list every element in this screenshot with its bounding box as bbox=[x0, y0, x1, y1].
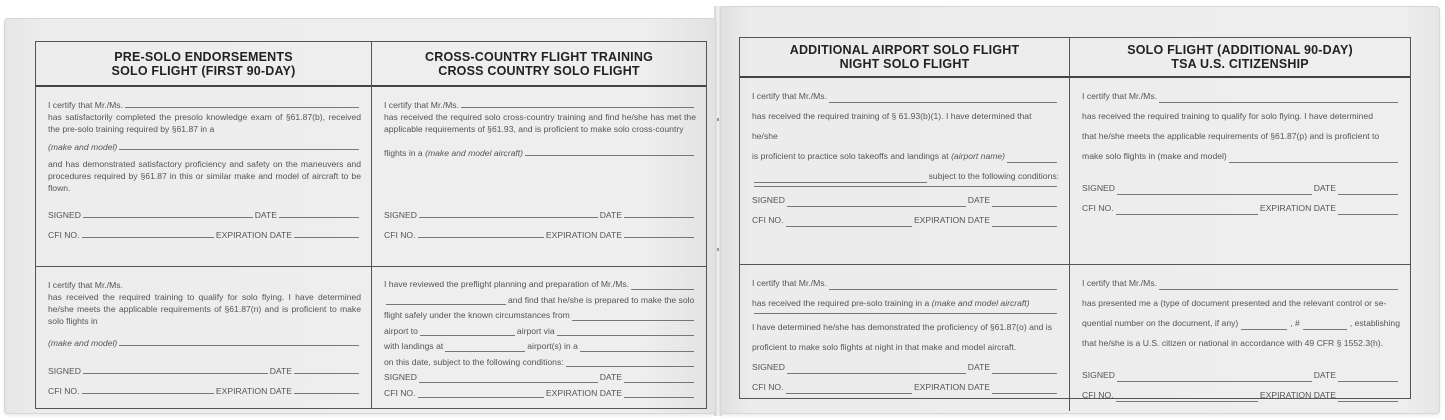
make-model-field[interactable] bbox=[1229, 162, 1398, 163]
date-label: DATE bbox=[967, 362, 991, 372]
expiration-date-label: EXPIRATION DATE bbox=[913, 215, 991, 225]
endorsement-text: has received the required training to qualify for solo flying. I have determined bbox=[1082, 111, 1373, 121]
signature-field[interactable] bbox=[419, 217, 598, 218]
signed-label: SIGNED bbox=[1082, 183, 1115, 193]
endorsement-text: and find that he/she is prepared to make the solo bbox=[508, 294, 695, 305]
make-model-label: (make and model) bbox=[48, 142, 118, 152]
cfi-no-label: CFI NO. bbox=[384, 387, 416, 398]
number-label: , # bbox=[1290, 318, 1300, 328]
student-name-field[interactable] bbox=[461, 107, 694, 108]
signature-field[interactable] bbox=[83, 373, 268, 374]
signature-field[interactable] bbox=[1117, 194, 1312, 195]
endorsement-text: has received the required training of § 61.93(b)(1). I have determined that he/she bbox=[752, 111, 1032, 141]
make-model-field[interactable] bbox=[754, 313, 1057, 314]
airports-in-label: airport(s) in a bbox=[527, 341, 578, 351]
endorsement-cross-country-training bbox=[371, 87, 706, 267]
endorsement-text: quential number on the document, if any) bbox=[1082, 318, 1239, 328]
section-subtitle: SOLO FLIGHT (FIRST 90-DAY) bbox=[111, 63, 296, 78]
student-name-field[interactable] bbox=[1159, 102, 1398, 103]
cfi-no-label: CFI NO. bbox=[752, 382, 784, 392]
expiration-date-label: EXPIRATION DATE bbox=[215, 386, 292, 396]
cfi-no-label: CFI NO. bbox=[48, 386, 80, 396]
endorsement-text: and has demonstrated satisfactory proficiency and safety on the maneuvers and procedures required by §61.87 in this or similar make and model of aircraft to be flown. bbox=[48, 159, 361, 193]
endorsement-text: that he/she meets the applicable requirements of §61.87(p) and is proficient to bbox=[1082, 131, 1380, 141]
endorsement-grid-right bbox=[739, 37, 1411, 399]
signature-field[interactable] bbox=[1117, 381, 1312, 382]
section-subtitle: CROSS COUNTRY SOLO FLIGHT bbox=[438, 63, 640, 78]
expiration-date-label: EXPIRATION DATE bbox=[545, 387, 622, 398]
make-model-label: (make and model) bbox=[48, 338, 118, 348]
endorsement-solo-first-90-day bbox=[36, 267, 371, 408]
endorsement-text: has presented me a (type of document presented and the relevant control or se- bbox=[1082, 298, 1387, 308]
expiration-date-field[interactable] bbox=[624, 397, 694, 398]
student-name-field-2[interactable] bbox=[386, 304, 506, 305]
expiration-date-label: EXPIRATION DATE bbox=[545, 230, 622, 240]
expiration-date-field[interactable] bbox=[294, 393, 359, 394]
make-model-label: (make and model aircraft) bbox=[425, 148, 524, 158]
landing-airports-field[interactable] bbox=[445, 351, 525, 352]
conditions-field[interactable] bbox=[754, 186, 1057, 187]
staple bbox=[717, 118, 719, 121]
date-field[interactable] bbox=[1338, 194, 1398, 195]
certify-label: I certify that Mr./Ms. bbox=[1082, 91, 1158, 101]
date-label: DATE bbox=[269, 366, 292, 376]
student-name-field[interactable] bbox=[125, 107, 359, 108]
endorsement-text: has satisfactorily completed the presolo knowledge exam of §61.87(b), received the pre-solo training required by §61.87 in a bbox=[48, 112, 361, 134]
expiration-date-label: EXPIRATION DATE bbox=[1259, 390, 1336, 400]
endorsement-night-solo bbox=[740, 265, 1069, 411]
section-header-additional-airport bbox=[740, 38, 1069, 78]
student-name-field[interactable] bbox=[631, 289, 694, 290]
student-name-field[interactable] bbox=[1159, 289, 1398, 290]
signed-label: SIGNED bbox=[384, 210, 417, 220]
certify-label: I certify that Mr./Ms. bbox=[48, 100, 123, 110]
signed-label: SIGNED bbox=[1082, 370, 1115, 380]
date-field[interactable] bbox=[992, 373, 1057, 374]
signed-label: SIGNED bbox=[48, 366, 81, 376]
date-label: DATE bbox=[1313, 370, 1336, 380]
make-model-field[interactable] bbox=[525, 155, 694, 156]
endorsement-text: I have determined he/she has demonstrated the proficiency of §61.87(o) and is bbox=[752, 322, 1053, 332]
document-number-field[interactable] bbox=[1303, 329, 1347, 330]
endorsement-pre-solo-knowledge bbox=[36, 87, 371, 267]
expiration-date-field[interactable] bbox=[624, 237, 694, 238]
signed-label: SIGNED bbox=[48, 210, 81, 220]
airport-name-field[interactable] bbox=[1007, 162, 1057, 163]
date-field[interactable] bbox=[1338, 381, 1398, 382]
date-label: DATE bbox=[599, 210, 622, 220]
date-label: DATE bbox=[1313, 183, 1336, 193]
route-field[interactable] bbox=[557, 335, 694, 336]
date-field[interactable] bbox=[279, 217, 359, 218]
date-label: DATE bbox=[599, 372, 622, 382]
endorsement-text: that he/she is a U.S. citizen or national in accordance with 49 CFR § 1552.3(h). bbox=[1082, 338, 1383, 348]
cfi-no-field[interactable] bbox=[418, 237, 544, 238]
student-name-field[interactable] bbox=[829, 102, 1057, 103]
destination-airport-field[interactable] bbox=[420, 335, 515, 336]
landings-at-label: with landings at bbox=[384, 341, 444, 351]
endorsement-solo-additional-90-day bbox=[1069, 78, 1410, 265]
section-subtitle: TSA U.S. CITIZENSHIP bbox=[1171, 57, 1309, 71]
cfi-no-label: CFI NO. bbox=[1082, 390, 1114, 400]
signed-label: SIGNED bbox=[384, 372, 417, 382]
section-subtitle: NIGHT SOLO FLIGHT bbox=[839, 57, 970, 71]
establishing-label: , establishing bbox=[1349, 318, 1400, 328]
date-field[interactable] bbox=[992, 206, 1057, 207]
section-header-pre-solo bbox=[36, 42, 371, 87]
section-title: SOLO FLIGHT (ADDITIONAL 90-DAY) bbox=[1127, 43, 1353, 57]
signature-field[interactable] bbox=[419, 382, 598, 383]
expiration-date-field[interactable] bbox=[992, 393, 1057, 394]
endorsement-cross-country-solo bbox=[371, 267, 706, 408]
section-header-cross-country bbox=[371, 42, 706, 87]
endorsement-text: is proficient to practice solo takeoffs and landings at bbox=[752, 151, 949, 161]
cfi-no-field[interactable] bbox=[418, 397, 544, 398]
endorsement-tsa-citizenship bbox=[1069, 265, 1410, 411]
departure-airport-field[interactable] bbox=[572, 320, 694, 321]
expiration-date-field[interactable] bbox=[1338, 401, 1398, 402]
conditions-field[interactable] bbox=[566, 366, 694, 367]
endorsement-text: has received the required solo cross-country training and find he/she has met the applicable requirements of §61.93, and is proficient to make solo cross-country bbox=[384, 112, 696, 134]
certify-label: I certify that Mr./Ms. bbox=[48, 280, 123, 290]
certify-label: I certify that Mr./Ms. bbox=[752, 91, 827, 101]
signature-field[interactable] bbox=[83, 217, 253, 218]
cfi-no-field[interactable] bbox=[1116, 401, 1258, 402]
expiration-date-label: EXPIRATION DATE bbox=[913, 382, 991, 392]
conditions-label: subject to the following conditions: bbox=[928, 171, 1060, 181]
aircraft-field[interactable] bbox=[580, 351, 694, 352]
section-title: PRE-SOLO ENDORSEMENTS bbox=[114, 49, 293, 64]
cfi-no-label: CFI NO. bbox=[384, 230, 416, 240]
airport-name-label: (airport name) bbox=[951, 151, 1006, 161]
left-page bbox=[4, 18, 716, 414]
date-label: DATE bbox=[967, 195, 991, 205]
certify-label: I certify that Mr./Ms. bbox=[384, 100, 459, 110]
cfi-no-label: CFI NO. bbox=[752, 215, 784, 225]
endorsement-text: I have reviewed the preflight planning and preparation of Mr./Ms. bbox=[384, 279, 630, 289]
make-model-label: (make and model aircraft) bbox=[931, 298, 1030, 308]
cfi-no-field[interactable] bbox=[786, 393, 912, 394]
date-label: DATE bbox=[254, 210, 277, 220]
endorsement-text: proficient to make solo flights at night in that make and model aircraft. bbox=[752, 342, 1017, 352]
make-model-field[interactable] bbox=[119, 149, 359, 150]
cfi-no-field[interactable] bbox=[82, 237, 214, 238]
date-field[interactable] bbox=[624, 382, 694, 383]
signature-field[interactable] bbox=[787, 373, 966, 374]
endorsement-text: flight safely under the known circumstances from bbox=[384, 310, 570, 320]
make-model-field[interactable] bbox=[119, 345, 359, 346]
conditions-label: on this date, subject to the following conditions: bbox=[384, 356, 564, 367]
expiration-date-label: EXPIRATION DATE bbox=[215, 230, 292, 240]
endorsement-text: has received the required pre-solo training in a bbox=[752, 298, 930, 308]
section-title: CROSS-COUNTRY FLIGHT TRAINING bbox=[424, 49, 654, 64]
section-header-solo-additional bbox=[1069, 38, 1410, 78]
cfi-no-field[interactable] bbox=[82, 393, 214, 394]
airport-via-label: airport via bbox=[516, 325, 555, 336]
cfi-no-field[interactable] bbox=[786, 226, 912, 227]
date-field[interactable] bbox=[294, 373, 359, 374]
date-field[interactable] bbox=[624, 217, 694, 218]
expiration-date-field[interactable] bbox=[1338, 214, 1398, 215]
expiration-date-field[interactable] bbox=[992, 226, 1057, 227]
endorsement-grid-left bbox=[35, 41, 707, 409]
staple bbox=[717, 248, 719, 251]
right-page bbox=[720, 6, 1440, 414]
section-title: ADDITIONAL AIRPORT SOLO FLIGHT bbox=[789, 43, 1020, 57]
cfi-no-label: CFI NO. bbox=[48, 230, 80, 240]
signed-label: SIGNED bbox=[752, 195, 785, 205]
airport-name-field-2[interactable] bbox=[754, 182, 927, 183]
endorsement-additional-airport bbox=[740, 78, 1069, 265]
flights-in-label: flights in a bbox=[384, 148, 423, 158]
airport-to-label: airport to bbox=[384, 325, 418, 336]
document-type-field[interactable] bbox=[1241, 329, 1287, 330]
cfi-no-label: CFI NO. bbox=[1082, 203, 1114, 213]
signature-field[interactable] bbox=[787, 206, 966, 207]
certify-label: I certify that Mr./Ms. bbox=[752, 278, 827, 288]
signed-label: SIGNED bbox=[752, 362, 785, 372]
expiration-date-field[interactable] bbox=[294, 237, 359, 238]
student-name-field[interactable] bbox=[829, 289, 1057, 290]
expiration-date-label: EXPIRATION DATE bbox=[1259, 203, 1336, 213]
endorsement-text: has received the required training to qualify for solo flying. I have determined he/she meets the applicable requirements of §61.87(n) and is proficient to make solo flights in bbox=[48, 292, 361, 326]
certify-label: I certify that Mr./Ms. bbox=[1082, 278, 1158, 288]
endorsement-text: make solo flights in (make and model) bbox=[1082, 151, 1227, 161]
cfi-no-field[interactable] bbox=[1116, 214, 1258, 215]
